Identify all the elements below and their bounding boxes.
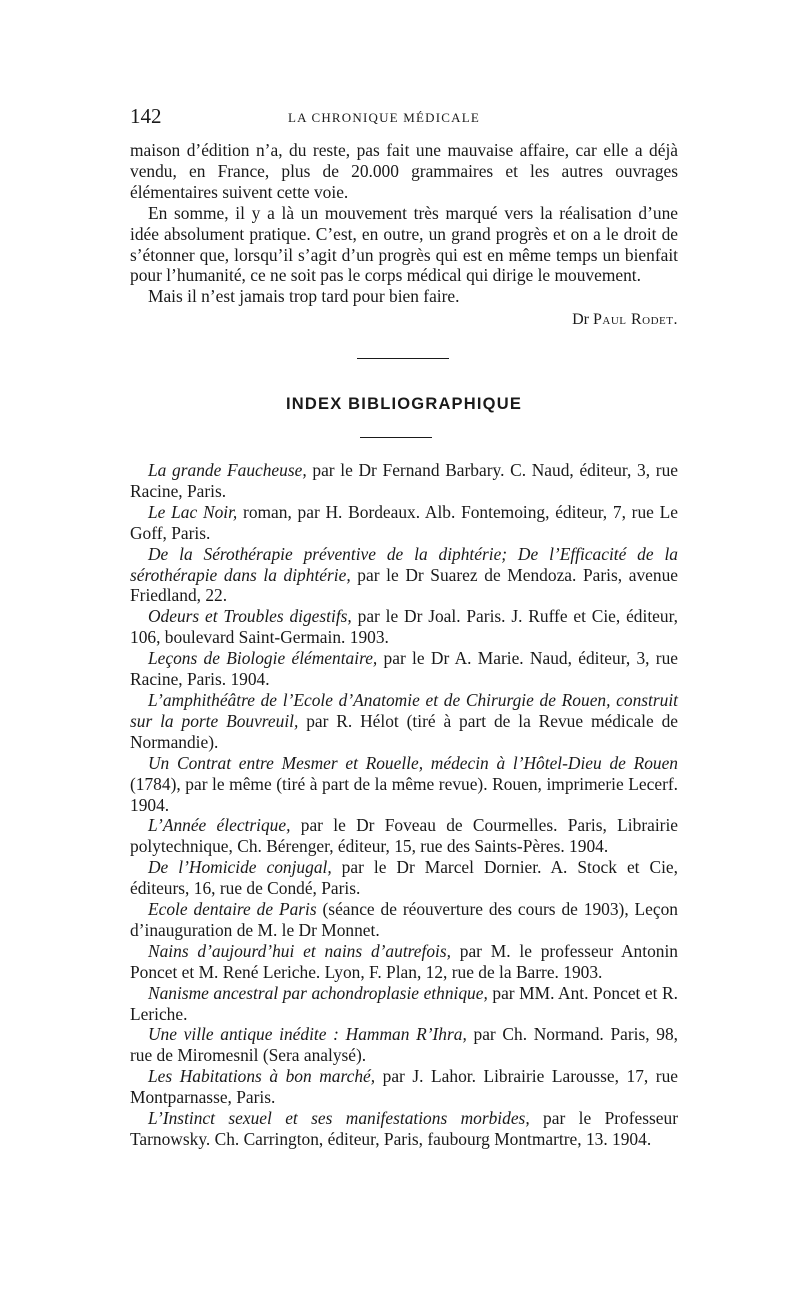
entry-title: Leçons de Biologie élémentaire, xyxy=(148,648,378,669)
entry-title: Le Lac Noir, xyxy=(148,501,238,522)
intro-paragraph: En somme, il y a là un mouvement très marqué vers la réalisation d’une idée absolument pratique. C’est, en outre, un grand progrès et on a le droit de s’étonner que, lorsqu’il s’agit d’un progrès qui est en même temps un bienfait pour l’humanité, ce ne soit pas le corps médical qui dirige le mouvement. xyxy=(130,202,678,286)
bibliography-entry xyxy=(130,1108,678,1150)
entry-title: De l’Homicide conjugal, xyxy=(148,857,332,878)
bibliography-entry xyxy=(130,502,678,544)
bibliography-entry xyxy=(130,460,678,502)
entry-title: L’Année électrique, xyxy=(148,815,291,836)
bibliography-entry xyxy=(130,648,678,690)
entry-title: Un Contrat entre Mesmer et Rouelle, médecin à l’Hôtel-Dieu de Rouen xyxy=(148,752,678,773)
page-number: 142 xyxy=(130,104,162,128)
entry-title: Odeurs et Troubles digestifs, xyxy=(148,606,352,627)
entry-details: par R. Hélot (tiré à part de la Revue médicale de Normandie). xyxy=(130,710,678,752)
entry-details: par le Dr A. Marie. Naud, éditeur, 3, rue Racine, Paris. 1904. xyxy=(130,648,678,690)
entry-title: L’Instinct sexuel et ses manifestations morbides, xyxy=(148,1108,530,1129)
running-title: LA CHRONIQUE MÉDICALE xyxy=(288,110,481,125)
intro-paragraph: Mais il n’est jamais trop tard pour bien faire. xyxy=(148,286,460,307)
entry-details: roman, par H. Bordeaux. Alb. Fontemoing, éditeur, 7, rue Le Goff, Paris. xyxy=(130,501,678,543)
bibliography-entry xyxy=(130,690,678,753)
bibliography-entry xyxy=(130,899,678,941)
bibliography-entry xyxy=(130,941,678,983)
bibliography-entry xyxy=(130,544,678,607)
entry-details: par le Dr Marcel Dornier. A. Stock et Cie, éditeurs, 16, rue de Condé, Paris. xyxy=(130,857,678,899)
entry-details: par le Dr Foveau de Courmelles. Paris, Librairie polytechnique, Ch. Bérenger, éditeur, 15, rue des Saints-Pères. 1904. xyxy=(130,815,679,857)
intro-text xyxy=(130,140,678,331)
divider-rule xyxy=(357,358,449,359)
entry-title: Ecole dentaire de Paris xyxy=(148,899,317,920)
entry-details: par le Dr Suarez de Mendoza. Paris, avenue Friedland, 22. xyxy=(130,564,678,606)
entry-details: par Ch. Normand. Paris, 98, rue de Miromesnil (Sera analysé). xyxy=(130,1024,679,1066)
entry-details: par le Dr Joal. Paris. J. Ruffe et Cie, éditeur, 106, boulevard Saint-Germain. 1903. xyxy=(130,606,679,648)
entry-title: La grande Faucheuse, xyxy=(148,460,307,480)
entry-details: par le Professeur Tarnowsky. Ch. Carrington, éditeur, Paris, faubourg Montmartre, 13. 1904. xyxy=(130,1108,678,1149)
entry-details: par J. Lahor. Librairie Larousse, 17, rue Montparnasse, Paris. xyxy=(130,1066,678,1108)
signature-name: Paul Rodet. xyxy=(592,311,678,329)
bibliography-entry xyxy=(130,1024,678,1066)
intro-paragraph: maison d’édition n’a, du reste, pas fait une mauvaise affaire, car elle a déjà vendu, en France, plus de 20.000 grammaires et les autres ouvrages élémentaires suivent cette voie. xyxy=(130,140,678,202)
bibliography-entry xyxy=(130,606,678,648)
section-title: INDEX BIBLIOGRAPHIQUE xyxy=(285,395,523,413)
bibliography-entry xyxy=(130,857,678,899)
bibliography-entry xyxy=(130,1066,678,1108)
entry-details: par le Dr Fernand Barbary. C. Naud, éditeur, 3, rue Racine, Paris. xyxy=(130,460,678,501)
entry-details: par M. le professeur Antonin Poncet et M. René Leriche. Lyon, F. Plan, 12, rue de la Barre. 1903. xyxy=(130,940,678,982)
entry-details: (séance de réouverture des cours de 1903), Leçon d’inauguration de M. le Dr Monnet. xyxy=(130,899,678,940)
bibliography-entry xyxy=(130,753,678,816)
entry-title: Les Habitations à bon marché, xyxy=(148,1066,376,1087)
bibliography-entry xyxy=(130,815,678,857)
signature xyxy=(130,310,678,331)
entry-title: Une ville antique inédite : Hamman R’Ihra, xyxy=(148,1024,467,1045)
divider-rule xyxy=(360,437,432,438)
entry-title: Nanisme ancestral par achondroplasie ethnique, xyxy=(148,982,488,1003)
entry-title: De la Sérothérapie préventive de la diphtérie; De l’Efficacité de la sérothérapie dans la diphtérie, xyxy=(130,543,678,585)
bibliography-entry xyxy=(130,983,678,1025)
entry-title: Nains d’aujourd’hui et nains d’autrefois, xyxy=(148,940,451,961)
entry-details: (1784), par le même (tiré à part de la même revue). Rouen, imprimerie Lecerf. 1904. xyxy=(130,773,678,815)
entry-details: par MM. Ant. Poncet et R. Leriche. xyxy=(130,982,679,1024)
bibliography-list xyxy=(130,460,678,1150)
entry-title: L’amphithéâtre de l’Ecole d’Anatomie et de Chirurgie de Rouen, construit sur la porte Bouvreuil, xyxy=(130,689,678,731)
running-header xyxy=(130,104,678,128)
signature-prefix: Dr xyxy=(572,311,589,329)
